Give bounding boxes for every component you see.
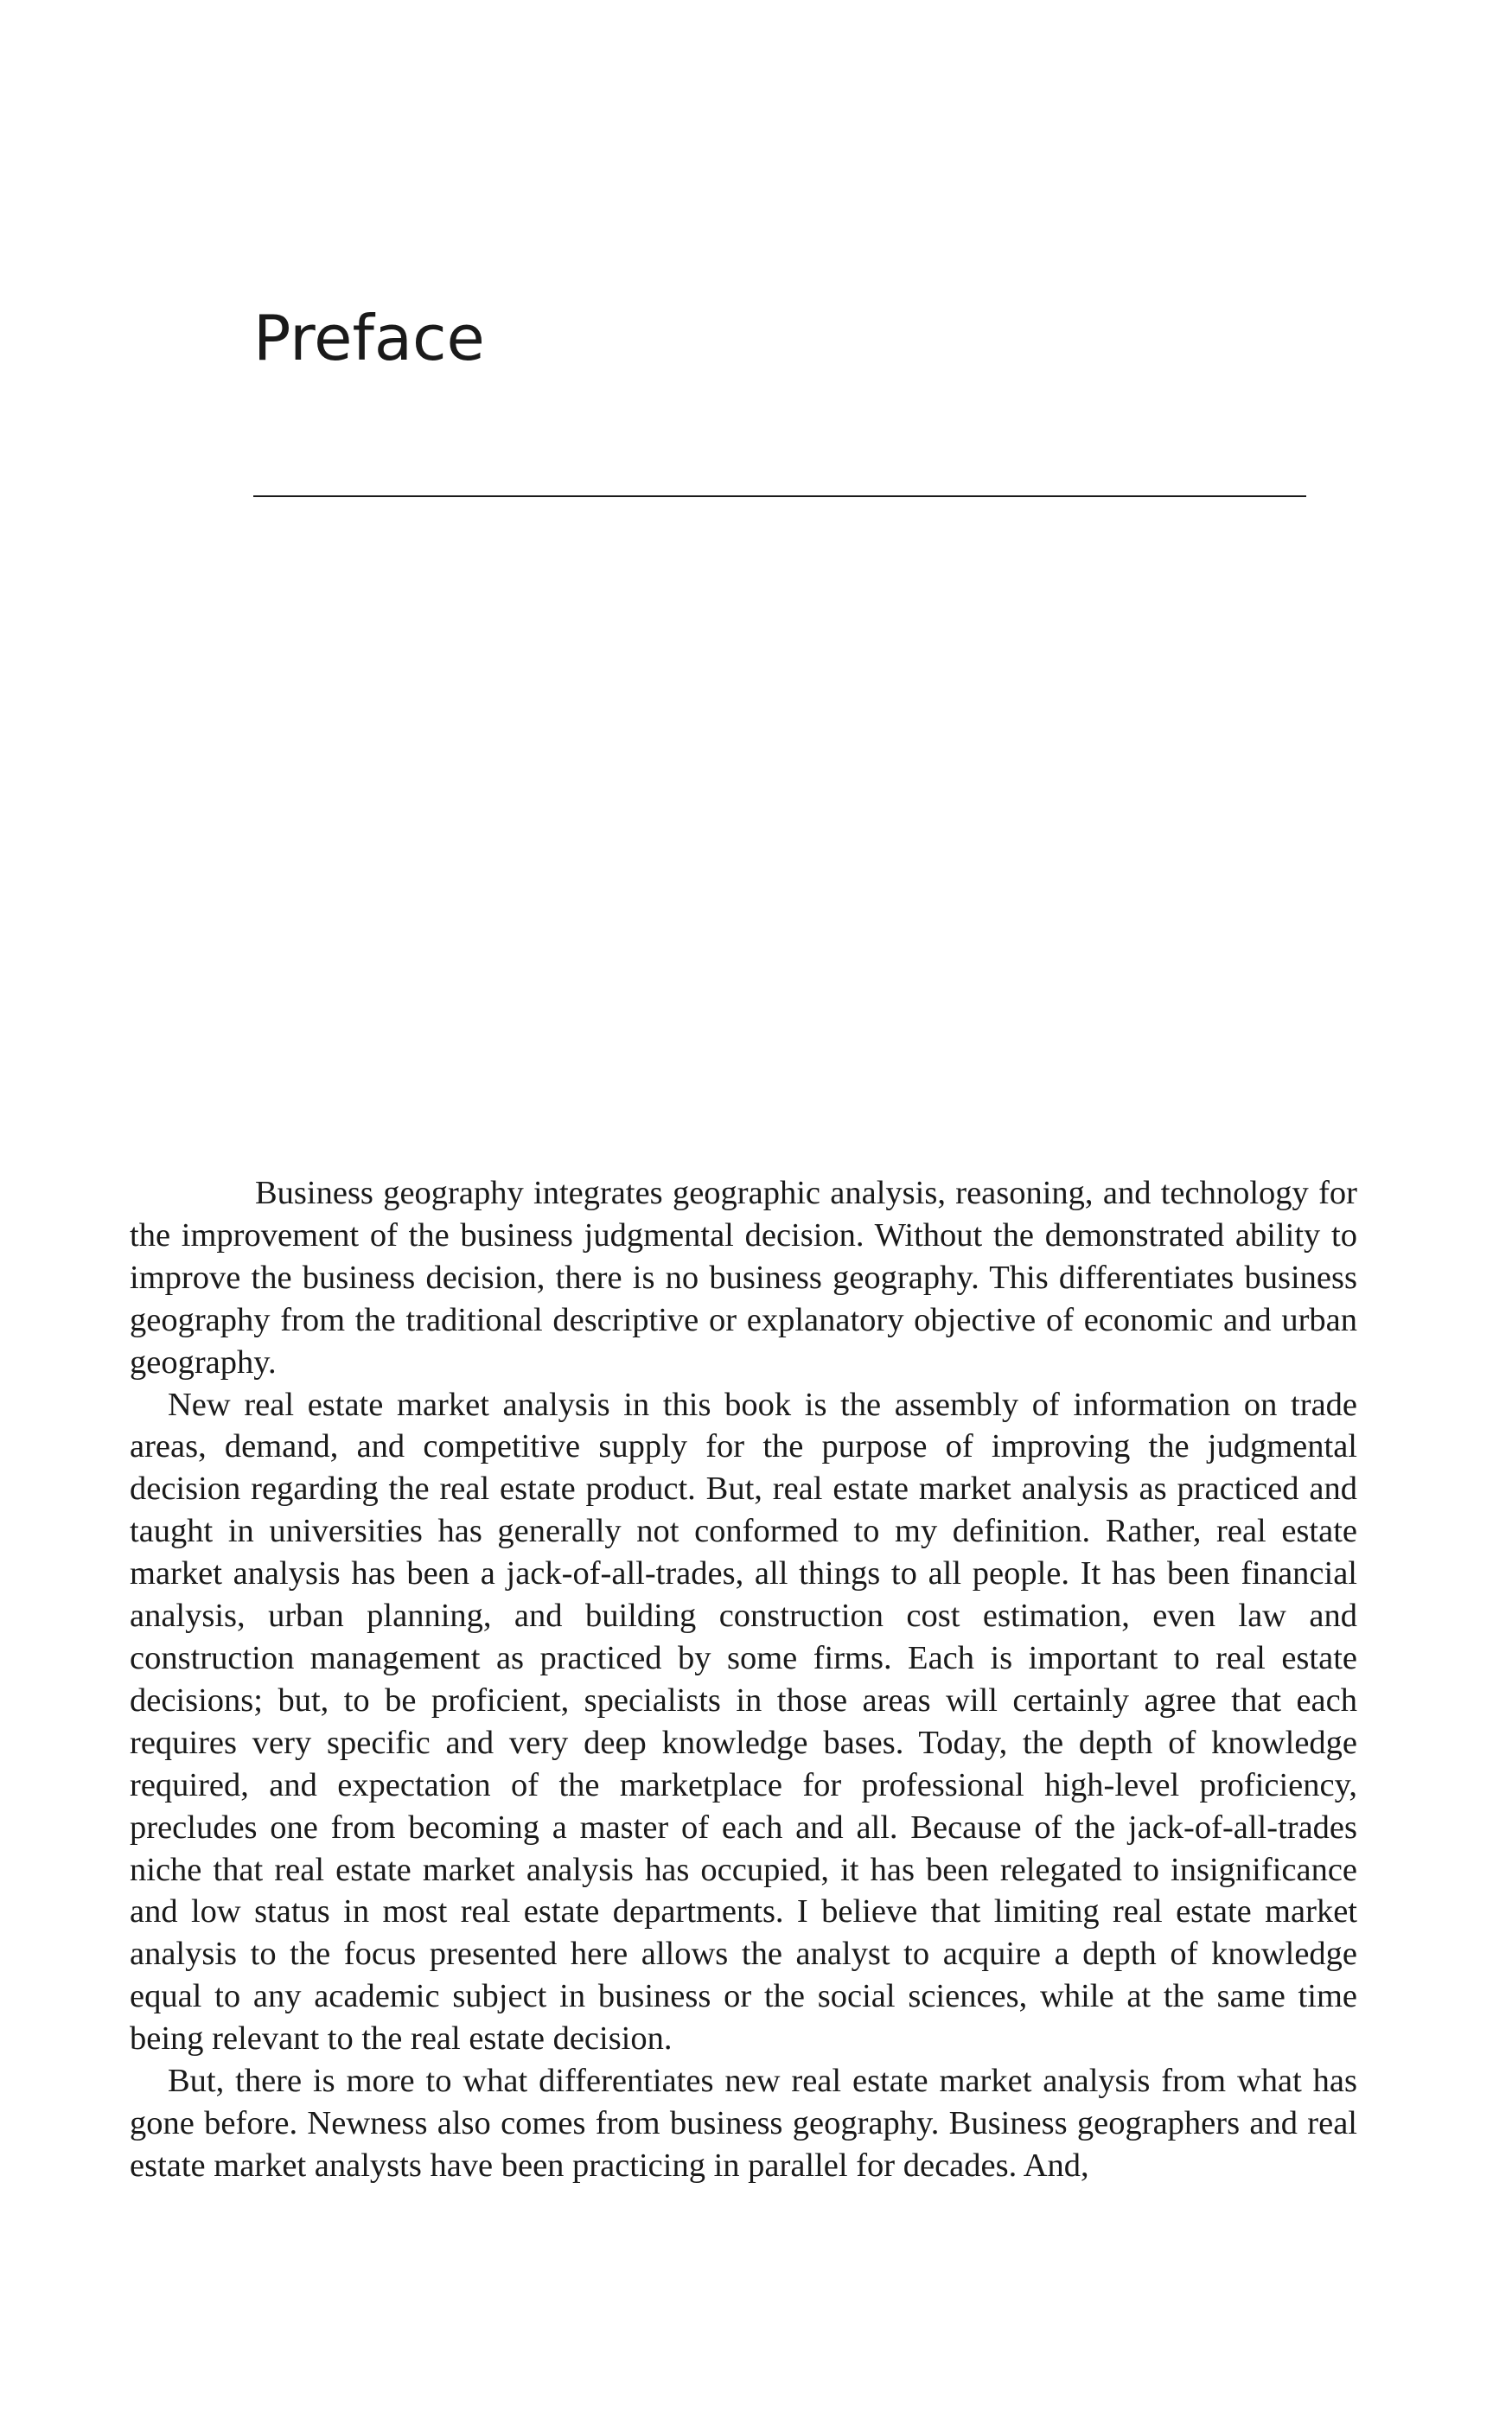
paragraph-business-geography: Business geography integrates geographic analysis, reasoning, and technology for the improvement of the business judgmental decision. Without the demonstrated ability to improve the business decision, there is no business geography. This differentiates business geography from the traditional descriptive or explanatory objective of economic and urban geography. (130, 1175, 1357, 1381)
body-text (130, 1172, 1357, 2187)
paragraph-new-real-estate-market-analysis: New real estate market analysis in this book is the assembly of information on trade areas, demand, and competitive supply for the purpose of improving the judgmental decision regarding the real estate product. But, real estate market analysis as practiced and taught in universities has generally not conformed to my definition. Rather, real estate market analysis has been a jack-of-all-trades, all things to all people. It has been financial analysis, urban planning, and building construction cost estimation, even law and construction management as practiced by some firms. Each is important to real estate decisions; but, to be proficient, specialists in those areas will certainly agree that each requires very specific and very deep knowledge bases. Today, the depth of knowledge required, and expectation of the marketplace for professional high-level proficiency, precludes one from becoming a master of each and all. Because of the jack-of-all-trades niche that real estate market analysis has occupied, it has been relegated to insignificance and low status in most real estate departments. I believe that limiting real estate market analysis to the focus presented here allows the analyst to acquire a depth of knowledge equal to any academic subject in business or the social sciences, while at the same time being relevant to the real estate decision. (130, 1386, 1357, 2058)
chapter-title: Preface (253, 302, 485, 374)
paragraph-differentiation: But, there is more to what differentiates new real estate market analysis from what has gone before. Newness also comes from business geography. Business geographers and real estate market analysts have been practicing in parallel for decades. And, (130, 2063, 1357, 2184)
title-rule (253, 495, 1306, 497)
